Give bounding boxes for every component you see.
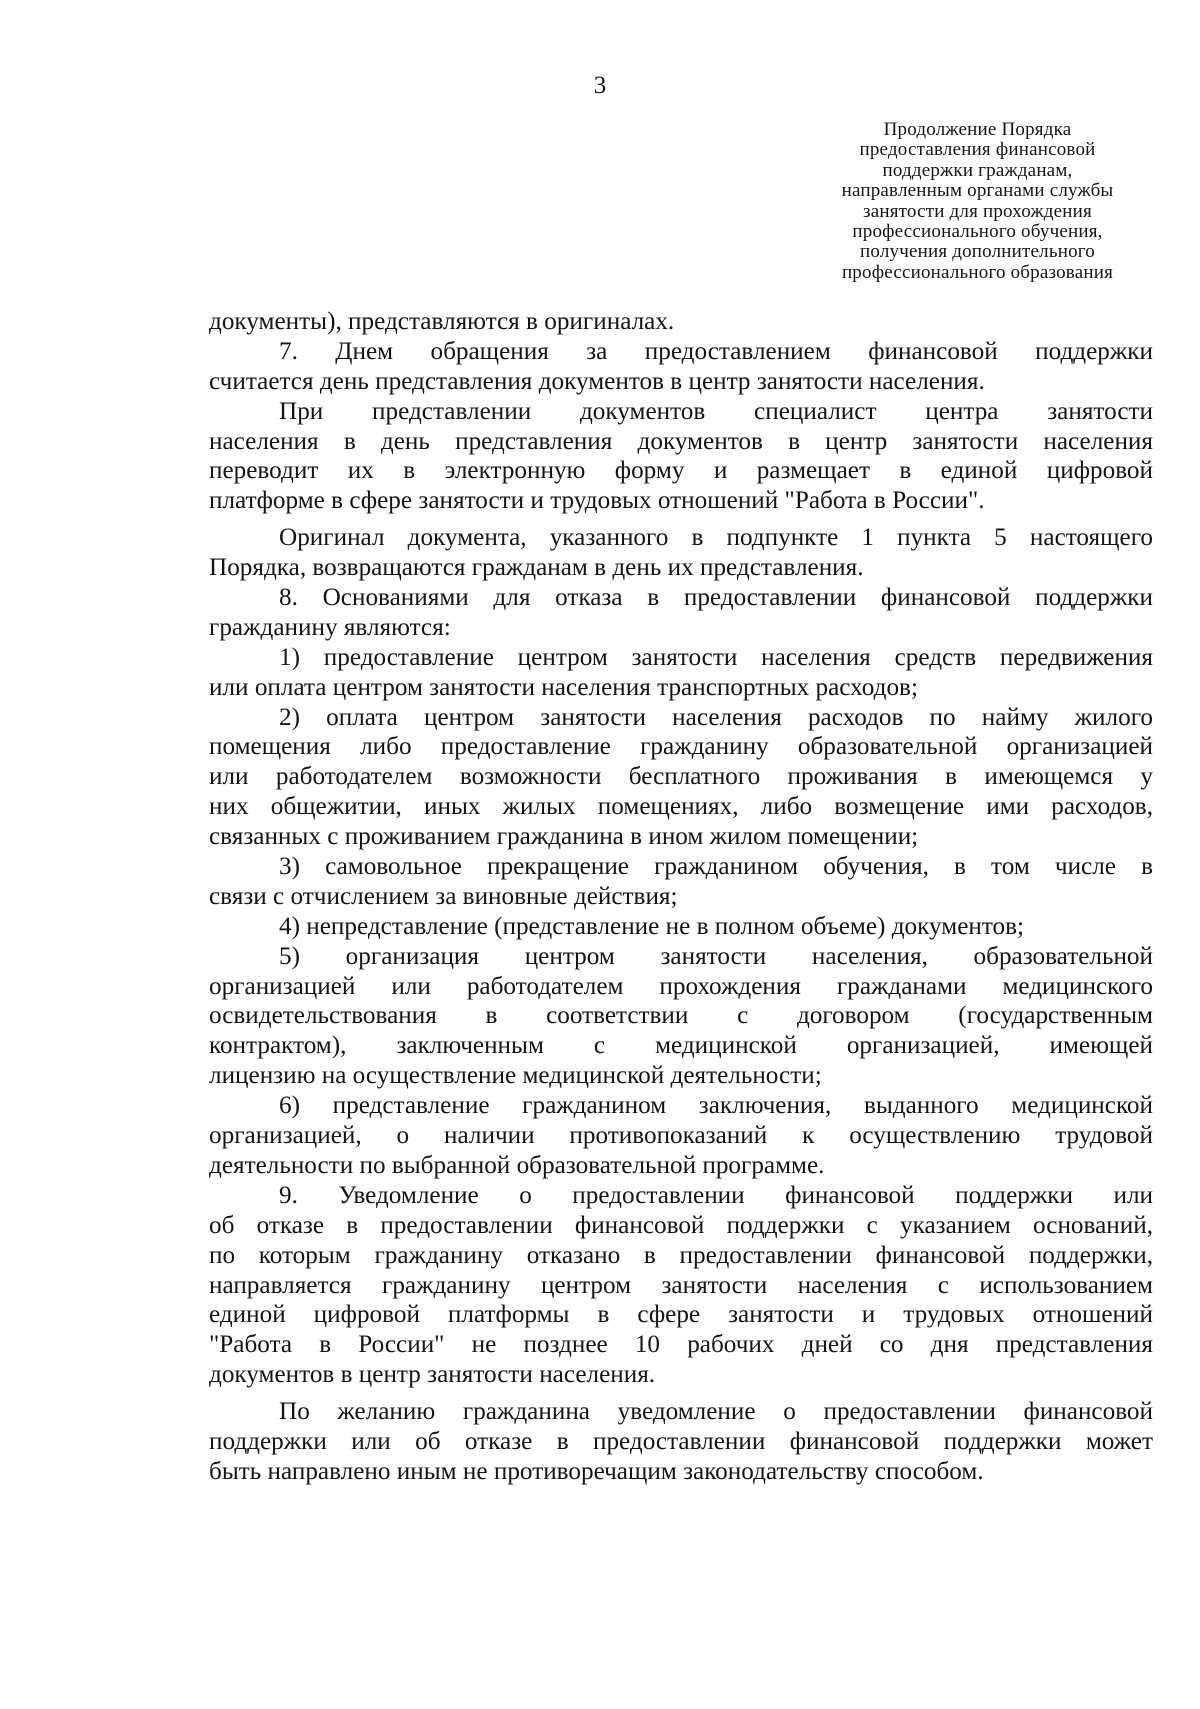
header-line: занятости для прохождения (863, 200, 1092, 222)
body-text-line: 8. Основаниями для отказа в предоставлении финансовой поддержки (279, 584, 1153, 612)
body-text-line: считается день представления документов в центр занятости населения. (209, 367, 985, 395)
body-text-line: При представлении документов специалист центра занятости (279, 397, 1153, 425)
header-line: получения дополнительного (860, 241, 1095, 263)
header-line: профессионального обучения, (852, 221, 1103, 243)
header-line: предоставления финансовой (859, 139, 1096, 161)
body-text-line: 3) самовольное прекращение гражданином обучения, в том числе в (279, 853, 1153, 881)
header-line: профессионального образования (841, 261, 1114, 283)
body-text-line: 6) представление гражданином заключения, выданного медицинской (279, 1092, 1153, 1120)
body-text-line: 5) организация центром занятости населения, образовательной (279, 942, 1153, 970)
paragraph-gap (209, 516, 1153, 523)
body-text-line: связи с отчислением за виновные действия; (209, 882, 678, 910)
document-header-block (805, 120, 1150, 283)
body-text-line: документы), представляются в оригиналах. (209, 308, 675, 335)
body-text-line: или работодателем возможности бесплатного проживания в имеющемся у (209, 763, 1153, 791)
header-line: Продолжение Порядка (883, 119, 1072, 140)
body-text-line: деятельности по выбранной образовательной программе. (209, 1151, 825, 1179)
body-text-line: них общежитии, иных жилых помещениях, либо возмещение ими расходов, (209, 793, 1153, 821)
body-text-line: поддержки или об отказе в предоставлении финансовой поддержки может (209, 1427, 1153, 1455)
body-text-line: лицензию на осуществление медицинской деятельности; (209, 1062, 822, 1090)
body-text-line: 1) предоставление центром занятости населения средств передвижения (279, 643, 1153, 671)
body-text-line: по которым гражданину отказано в предоставлении финансовой поддержки, (209, 1241, 1153, 1269)
body-text-line: организацией, о наличии противопоказаний к осуществлению трудовой (209, 1122, 1153, 1150)
page-number: 3 (593, 72, 607, 99)
header-line: направленным органами службы (841, 180, 1114, 202)
body-text-line: По желанию гражданина уведомление о предоставлении финансовой (279, 1398, 1153, 1426)
body-text-line: "Работа в России" не позднее 10 рабочих дней со дня представления (209, 1331, 1153, 1359)
body-text-line: Оригинал документа, указанного в подпункте 1 пункта 5 настоящего (279, 524, 1153, 552)
body-text-line: документов в центр занятости населения. (209, 1361, 656, 1389)
body-text-line: направляется гражданину центром занятости населения с использованием (209, 1271, 1153, 1299)
body-text-line: связанных с проживанием гражданина в ином жилом помещении; (209, 823, 919, 851)
body-text-line: платформе в сфере занятости и трудовых отношений "Работа в России". (209, 487, 985, 515)
paragraph-gap (209, 1390, 1153, 1397)
body-text-line: 4) непредставление (представление не в полном объеме) документов; (279, 912, 1025, 940)
body-text-line: об отказе в предоставлении финансовой поддержки с указанием оснований, (209, 1211, 1153, 1239)
body-text-line: помещения либо предоставление гражданину образовательной организацией (209, 733, 1153, 761)
document-body (209, 307, 1153, 1487)
body-text-line: контрактом), заключенным с медицинской организацией, имеющей (209, 1032, 1153, 1060)
body-text-line: или оплата центром занятости населения транспортных расходов; (209, 673, 918, 701)
body-text-line: переводит их в электронную форму и размещает в единой цифровой (209, 457, 1153, 485)
body-text-line: единой цифровой платформы в сфере занятости и трудовых отношений (209, 1301, 1153, 1329)
header-line: поддержки гражданам, (882, 159, 1073, 181)
body-text-line: быть направлено иным не противоречащим законодательству способом. (209, 1457, 984, 1485)
body-text-line: Порядка, возвращаются гражданам в день их представления. (209, 554, 864, 582)
body-text-line: организацией или работодателем прохождения гражданами медицинского (209, 972, 1153, 1000)
body-text-line: населения в день представления документов в центр занятости населения (209, 427, 1153, 455)
body-text-line: гражданину являются: (209, 613, 451, 641)
body-text-line: 9. Уведомление о предоставлении финансовой поддержки или (279, 1181, 1153, 1209)
body-text-line: 2) оплата центром занятости населения расходов по найму жилого (279, 703, 1153, 731)
body-text-line: 7. Днем обращения за предоставлением финансовой поддержки (279, 337, 1153, 365)
body-text-line: освидетельствования в соответствии с договором (государственным (209, 1002, 1153, 1030)
